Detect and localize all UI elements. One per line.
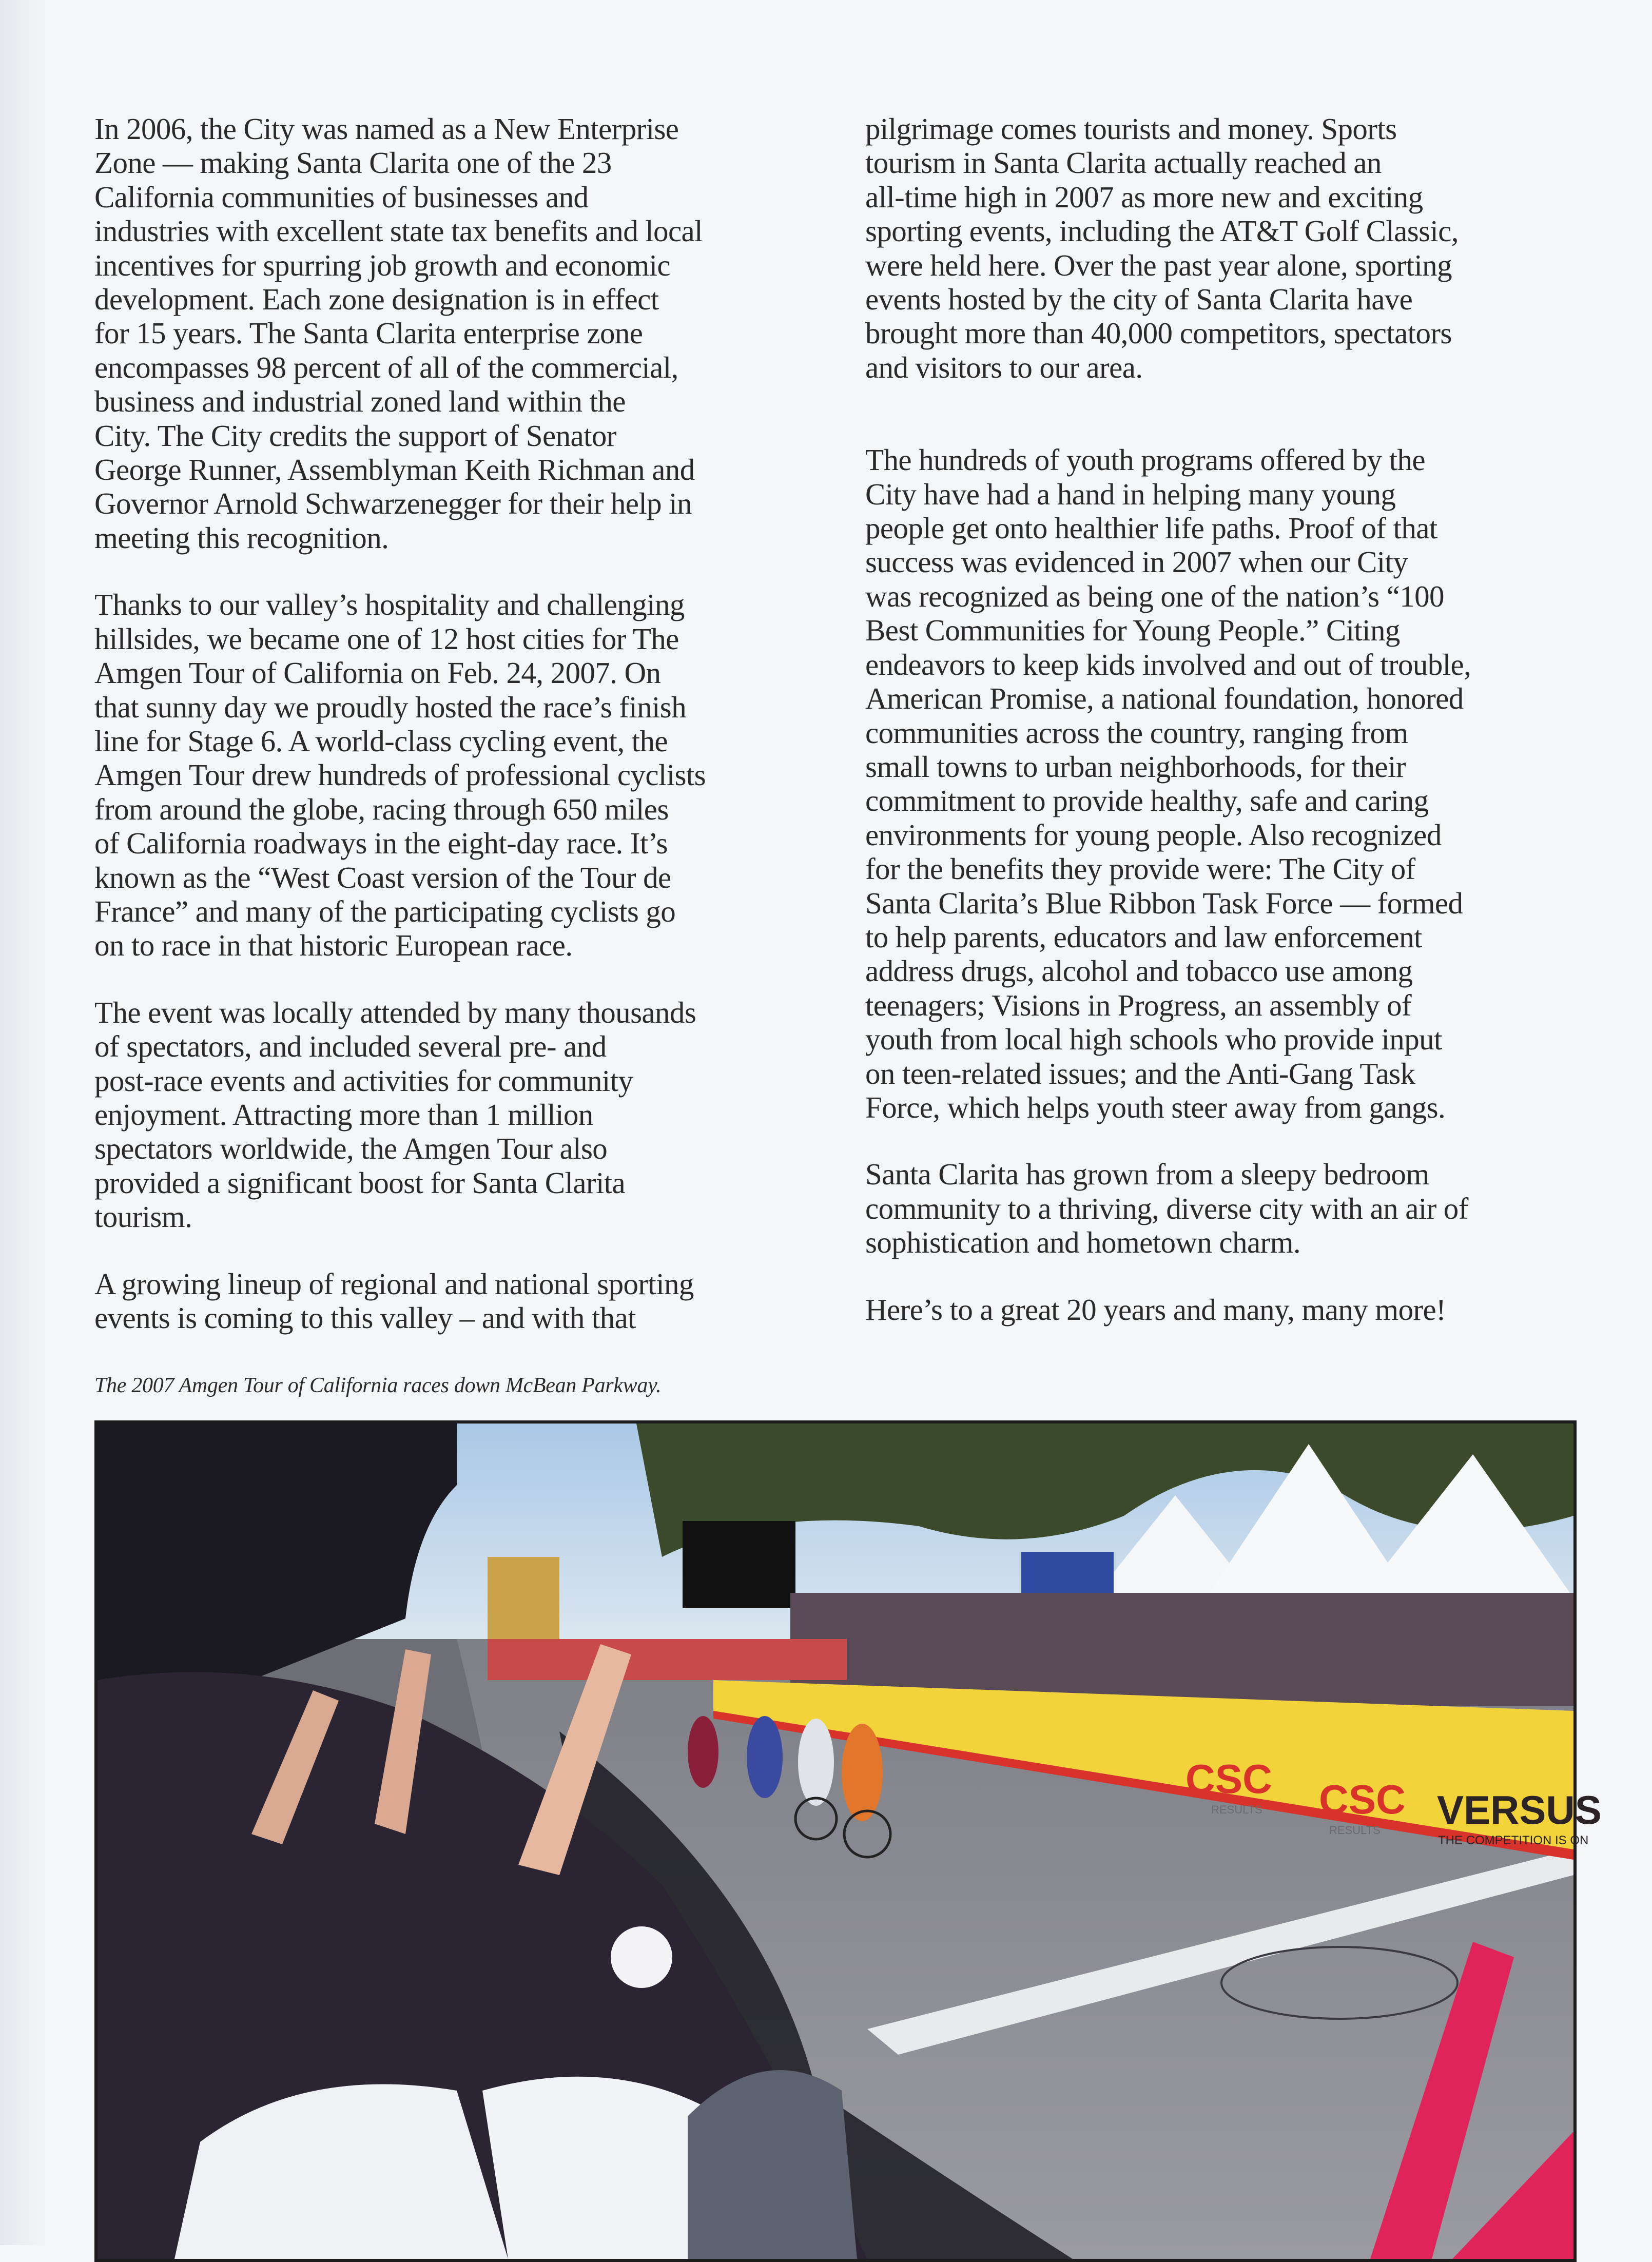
text-line: incentives for spurring job growth and economic bbox=[94, 248, 671, 282]
text-line: small towns to urban neighborhoods, for their bbox=[865, 749, 1406, 784]
text-line: California communities of businesses and bbox=[94, 180, 589, 214]
text-line: hillsides, we became one of 12 host cities for The bbox=[94, 621, 679, 656]
text-line: City have had a hand in helping many young bbox=[865, 477, 1396, 511]
banner-sign bbox=[488, 1557, 559, 1639]
text-line: events hosted by the city of Santa Clarita have bbox=[865, 282, 1413, 317]
text-line: City. The City credits the support of Senator bbox=[94, 418, 616, 453]
text-line: In 2006, the City was named as a New Enterprise bbox=[94, 112, 679, 146]
paragraph-closing bbox=[865, 1293, 1604, 1327]
text-line: George Runner, Assemblyman Keith Richman and bbox=[94, 453, 695, 487]
text-line: on to race in that historic European race. bbox=[94, 928, 573, 963]
paragraph-sports-tourism bbox=[865, 112, 1604, 384]
text-line: commitment to provide healthy, safe and caring bbox=[865, 784, 1429, 818]
text-line: Thanks to our valley’s hospitality and challenging bbox=[94, 588, 685, 622]
text-line: Zone — making Santa Clarita one of the 23 bbox=[94, 146, 612, 180]
text-line: tourism. bbox=[94, 1200, 192, 1234]
text-line: were held here. Over the past year alone, sporting bbox=[865, 248, 1452, 282]
text-line: events is coming to this valley – and with that bbox=[94, 1301, 636, 1335]
text-line: Amgen Tour of California on Feb. 24, 2007. On bbox=[94, 656, 661, 690]
text-line: Here’s to a great 20 years and many, many more! bbox=[865, 1292, 1446, 1327]
text-line: sophistication and hometown charm. bbox=[865, 1225, 1301, 1260]
text-line: of spectators, and included several pre- and bbox=[94, 1029, 607, 1064]
text-line: Santa Clarita has grown from a sleepy bedroom bbox=[865, 1157, 1429, 1192]
race-photo-illustration bbox=[98, 1424, 1602, 2259]
text-line: that sunny day we proudly hosted the race’s finish bbox=[94, 690, 687, 724]
text-line: from around the globe, racing through 650 miles bbox=[94, 792, 669, 826]
text-line: provided a significant boost for Santa Clarita bbox=[94, 1165, 626, 1200]
text-line: France” and many of the participating cyclists go bbox=[94, 894, 676, 928]
text-line: Best Communities for Young People.” Citing bbox=[865, 613, 1400, 648]
text-line: pilgrimage comes tourists and money. Sports bbox=[865, 112, 1397, 146]
barrier-logo: CSC bbox=[1185, 1756, 1272, 1802]
video-screen bbox=[683, 1521, 795, 1608]
text-line: spectators worldwide, the Amgen Tour also bbox=[94, 1132, 608, 1166]
text-line: sporting events, including the AT&T Golf Classic, bbox=[865, 214, 1459, 248]
paragraph-sporting-lineup bbox=[94, 1267, 833, 1335]
paragraph-enterprise-zone bbox=[94, 112, 833, 555]
text-line: endeavors to keep kids involved and out of trouble, bbox=[865, 647, 1471, 681]
barrier-logo: CSC bbox=[1319, 1777, 1406, 1822]
text-line: Governor Arnold Schwarzenegger for their help in bbox=[94, 486, 692, 521]
spectator-headband bbox=[611, 1926, 672, 1988]
text-line: on teen-related issues; and the Anti-Gang Task bbox=[865, 1056, 1415, 1090]
text-line: address drugs, alcohol and tobacco use among bbox=[865, 954, 1413, 988]
text-line: for the benefits they provide were: The City of bbox=[865, 852, 1415, 886]
text-line: Amgen Tour drew hundreds of professional cyclists bbox=[94, 758, 706, 792]
paragraph-amgen-tour bbox=[94, 588, 833, 962]
text-line: development. Each zone designation is in effect bbox=[94, 282, 659, 317]
text-line: to help parents, educators and law enforcement bbox=[865, 920, 1422, 954]
text-line: The hundreds of youth programs offered by the bbox=[865, 443, 1425, 477]
race-photo bbox=[94, 1420, 1602, 2262]
text-line: known as the “West Coast version of the Tour de bbox=[94, 860, 671, 894]
left-text-column bbox=[94, 112, 833, 1335]
barrier-text: RESULTS bbox=[1329, 1824, 1381, 1837]
text-line: Force, which helps youth steer away from gangs. bbox=[865, 1090, 1446, 1124]
paragraph-city-growth bbox=[865, 1157, 1604, 1259]
text-line: people get onto healthier life paths. Proof of that bbox=[865, 511, 1437, 545]
text-line: for 15 years. The Santa Clarita enterprise zone bbox=[94, 316, 643, 350]
text-line: line for Stage 6. A world-class cycling event, the bbox=[94, 724, 668, 758]
page-edge-shadow bbox=[0, 0, 46, 2245]
text-line: all-time high in 2007 as more new and exciting bbox=[865, 180, 1423, 214]
text-line: encompasses 98 percent of all of the commercial, bbox=[94, 350, 678, 384]
photo-caption: The 2007 Amgen Tour of California races down McBean Parkway. bbox=[94, 1374, 662, 1397]
text-line: and visitors to our area. bbox=[865, 350, 1143, 384]
spectator-cap bbox=[688, 2070, 857, 2259]
text-line: business and industrial zoned land within the bbox=[94, 384, 626, 419]
text-line: community to a thriving, diverse city with an air of bbox=[865, 1191, 1468, 1225]
text-line: enjoyment. Attracting more than 1 million bbox=[94, 1097, 593, 1132]
paragraph-youth-programs bbox=[865, 443, 1604, 1124]
text-line: teenagers; Visions in Progress, an assembly of bbox=[865, 988, 1412, 1022]
right-text-column bbox=[865, 112, 1604, 1327]
sponsor-name: VERSUS bbox=[1437, 1787, 1602, 1832]
text-line: brought more than 40,000 competitors, spectators bbox=[865, 316, 1452, 350]
text-line: tourism in Santa Clarita actually reached an bbox=[865, 146, 1382, 180]
text-line: meeting this recognition. bbox=[94, 520, 389, 555]
text-line: post-race events and activities for community bbox=[94, 1063, 633, 1098]
text-line: A growing lineup of regional and national sporting bbox=[94, 1266, 694, 1301]
text-line: Santa Clarita’s Blue Ribbon Task Force — formed bbox=[865, 886, 1463, 920]
barrier-text: RESULTS bbox=[1211, 1803, 1262, 1816]
text-line: youth from local high schools who provide input bbox=[865, 1022, 1442, 1057]
text-line: American Promise, a national foundation, honored bbox=[865, 681, 1464, 716]
text-line: environments for young people. Also recognized bbox=[865, 817, 1442, 852]
text-line: communities across the country, ranging from bbox=[865, 715, 1408, 750]
text-line: industries with excellent state tax benefits and local bbox=[94, 214, 703, 248]
text-line: of California roadways in the eight-day race. It’s bbox=[94, 826, 668, 861]
paragraph-event-attendance bbox=[94, 996, 833, 1234]
crowd-distant bbox=[488, 1639, 847, 1680]
text-line: was recognized as being one of the nation’s “100 bbox=[865, 579, 1444, 613]
text-line: success was evidenced in 2007 when our City bbox=[865, 545, 1408, 579]
sponsor-tagline: THE COMPETITION IS ON bbox=[1438, 1834, 1589, 1847]
text-line: The event was locally attended by many thousands bbox=[94, 995, 696, 1029]
